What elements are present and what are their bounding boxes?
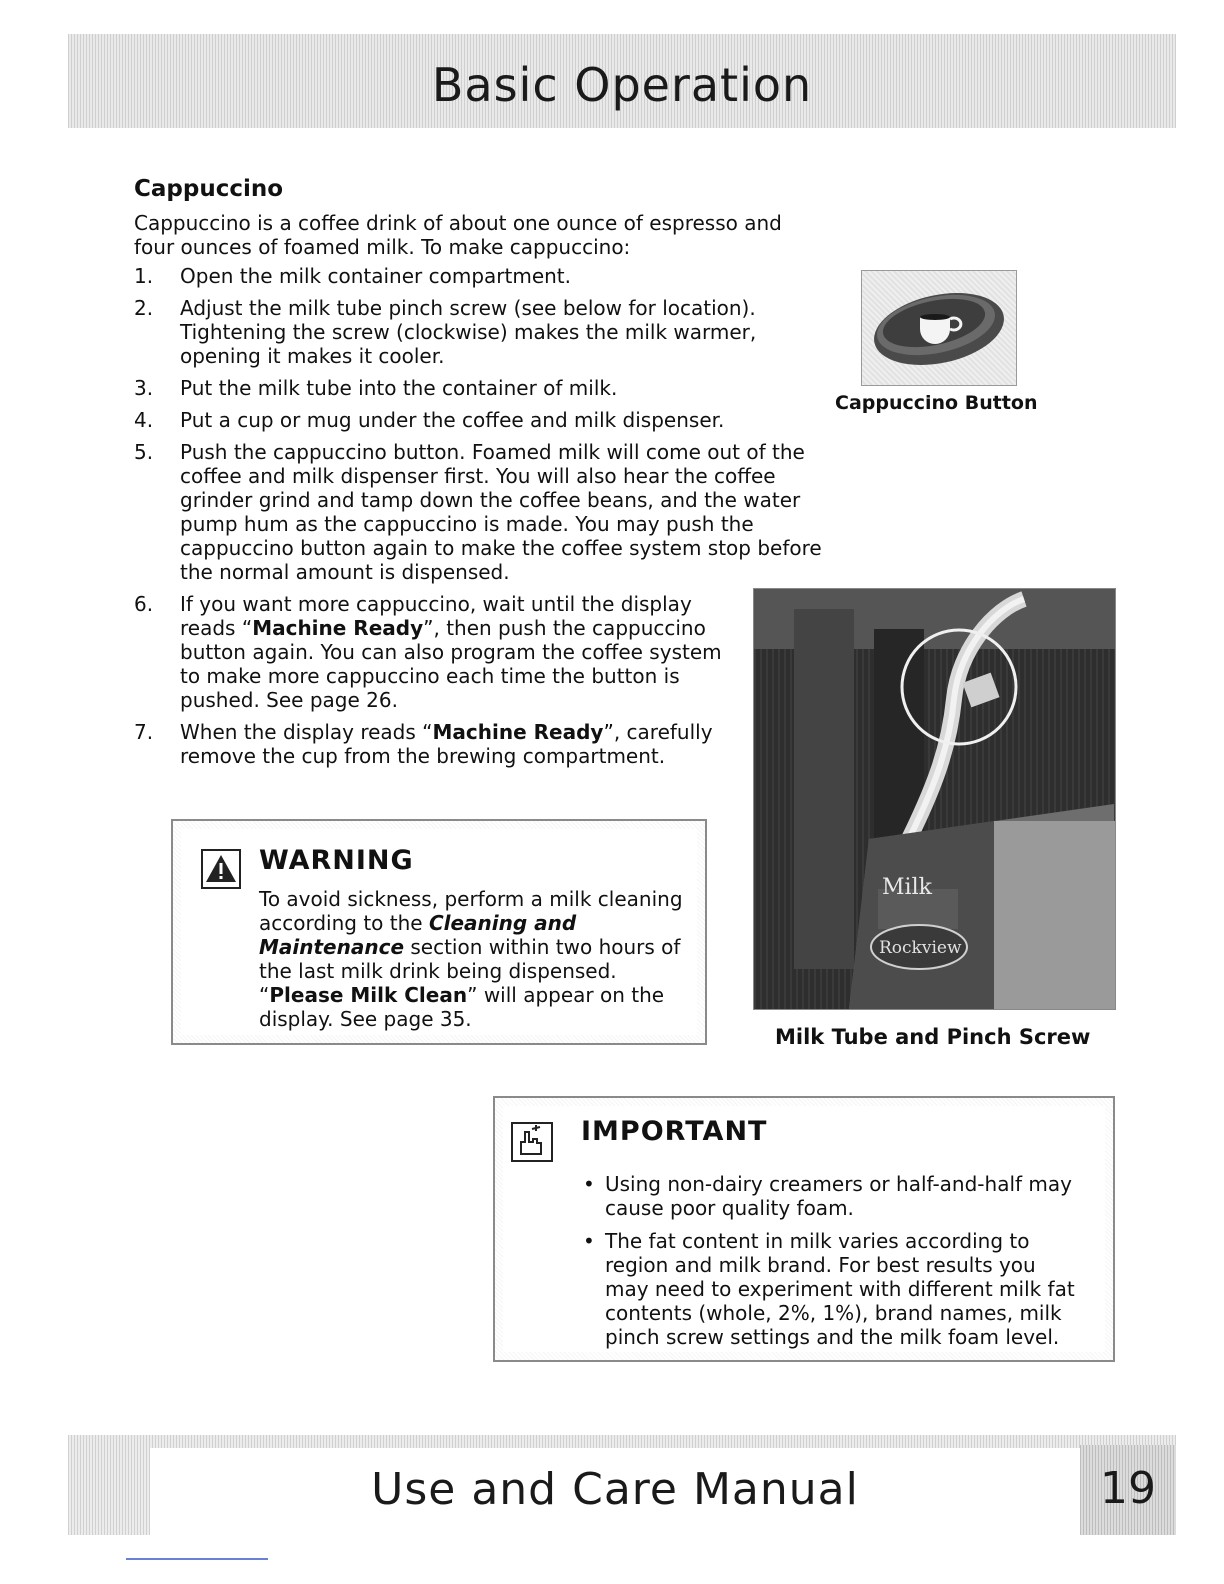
step-number: 6. — [134, 592, 154, 616]
page-number: 19 — [1100, 1463, 1156, 1514]
warning-box — [171, 819, 707, 1045]
step-text — [180, 592, 734, 712]
step-text: Put the milk tube into the container of milk. — [180, 376, 618, 400]
section-title: Cappuccino — [134, 176, 284, 202]
header-band — [68, 34, 1176, 128]
machine-ready-label: Machine Ready — [252, 616, 424, 640]
step-text-part: ”, carefully remove the cup from the brewing compartment. — [180, 720, 713, 768]
warning-text-part: To avoid sickness, perform a milk cleaning according to the — [259, 887, 683, 935]
list-item: • Using non-dairy creamers or half-and-half may cause poor quality foam. — [573, 1172, 1083, 1220]
cappuccino-button-caption: Cappuccino Button — [835, 392, 1038, 414]
warning-text — [259, 887, 699, 1031]
steps-list — [134, 264, 834, 776]
step-number: 2. — [134, 296, 154, 320]
step-item — [134, 264, 834, 288]
step-number: 7. — [134, 720, 154, 744]
important-inner — [503, 1106, 1105, 1352]
page-number-box — [1080, 1445, 1176, 1535]
step-item — [134, 296, 784, 368]
please-milk-clean-label: Please Milk Clean — [269, 983, 468, 1007]
cleaning-maintenance-ref: Cleaning and Maintenance — [259, 911, 577, 959]
page-title: Basic Operation — [431, 58, 813, 112]
reminder-finger-icon — [511, 1122, 553, 1162]
step-number: 3. — [134, 376, 154, 400]
milk-tube-caption: Milk Tube and Pinch Screw — [775, 1025, 1091, 1049]
intro-paragraph: Cappuccino is a coffee drink of about one ounce of espresso and four ounces of foamed milk. To make cappuccino: — [134, 211, 782, 259]
step-text: Put a cup or mug under the coffee and milk dispenser. — [180, 408, 725, 432]
list-item: • The fat content in milk varies according to region and milk brand. For best results you may need to experiment with different milk fat contents (whole, 2%, 1%), brand names, milk pinch screw settings and the milk foam level. — [573, 1229, 1083, 1349]
carton-brand-label: Rockview — [879, 938, 962, 958]
warning-text-part: section within two hours of the last milk drink being dispensed. “ — [259, 935, 681, 1007]
step-text-part: When the display reads “ — [180, 720, 433, 744]
step-item — [134, 376, 834, 400]
warning-inner — [181, 829, 697, 1035]
step-text: Push the cappuccino button. Foamed milk will come out of the coffee and milk dispenser first. You will also hear the coffee grinder grind and tamp down the coffee beans, and the water pump hum as the cappuccino is made. You may push the cappuccino button again to make the coffee system stop before the normal amount is dispensed. — [180, 440, 822, 584]
step-text-part: If you want more cappuccino, wait until the display reads “ — [180, 592, 692, 640]
step-text-part: ”, then push the cappuccino button again. You can also program the coffee system to make more cappuccino each time the button is pushed. See page 26. — [180, 616, 722, 712]
cappuccino-button-figure — [861, 270, 1017, 386]
step-text: Open the milk container compartment. — [180, 264, 572, 288]
step-item — [134, 592, 734, 712]
step-item — [134, 408, 834, 432]
machine-ready-label: Machine Ready — [432, 720, 604, 744]
warning-title: WARNING — [259, 845, 414, 876]
step-text — [180, 720, 734, 768]
milk-tube-photo — [753, 588, 1116, 1010]
step-item — [134, 440, 834, 584]
important-box — [493, 1096, 1115, 1362]
step-number: 4. — [134, 408, 154, 432]
divider-line — [126, 1558, 268, 1560]
cappuccino-button-icon — [862, 271, 1016, 385]
important-title: IMPORTANT — [581, 1116, 768, 1147]
step-number: 1. — [134, 264, 154, 288]
carton-milk-label: Milk — [882, 875, 932, 900]
step-item — [134, 720, 734, 768]
step-text: Adjust the milk tube pinch screw (see below for location). Tightening the screw (clockwise) makes the milk warmer, opening it makes it cooler. — [180, 296, 757, 368]
milk-tube-image — [754, 589, 1115, 1009]
footer-title: Use and Care Manual — [371, 1464, 859, 1515]
warning-text-part: ” will appear on the display. See page 35. — [259, 983, 665, 1031]
step-number: 5. — [134, 440, 154, 464]
important-list — [573, 1172, 1083, 1358]
warning-triangle-icon — [201, 849, 241, 889]
